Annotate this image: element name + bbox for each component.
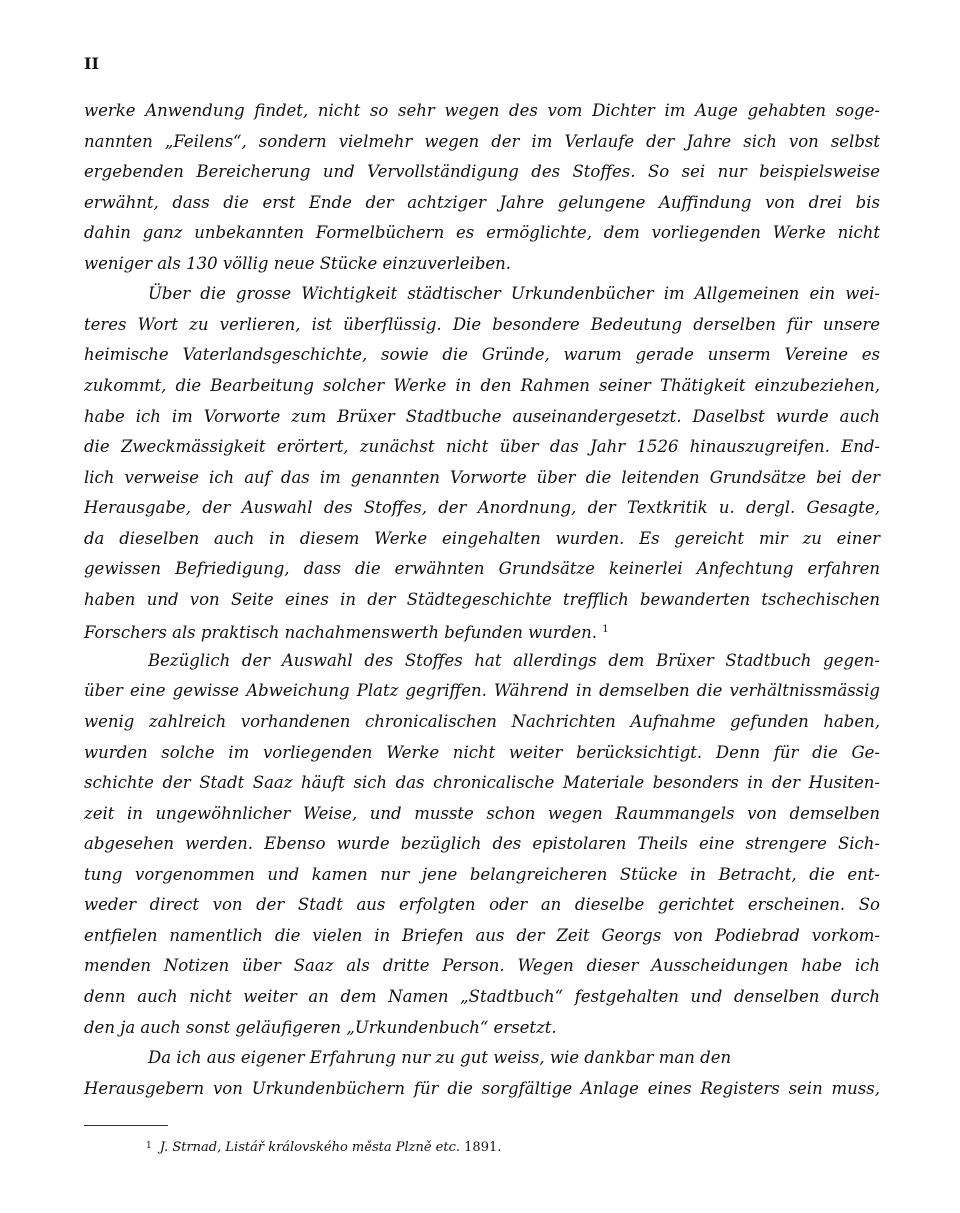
page-number: II bbox=[84, 54, 99, 73]
text-line: nannten „Feilens“, sondern vielmehr wegen der im Verlaufe der Jahre sich von selbst bbox=[84, 131, 880, 151]
text-line: menden Notizen über Saaz als dritte Person. Wegen dieser Ausscheidungen habe ich bbox=[84, 956, 880, 976]
text-line: die Zweckmässigkeit erörtert, zunächst nicht über das Jahr 1526 hinauszugreifen. End- bbox=[84, 437, 880, 457]
text-line: haben und von Seite eines in der Städtegeschichte trefflich bewanderten tschechischen bbox=[84, 589, 880, 609]
text-line: da dieselben auch in diesem Werke eingehalten wurden. Es gereicht mir zu einer bbox=[84, 528, 880, 548]
text-line: entfielen namentlich die vielen in Briefen aus der Zeit Georgs von Podiebrad vorkom- bbox=[84, 925, 880, 945]
text-line: Da ich aus eigener Erfahrung nur zu gut weiss, wie dankbar man den bbox=[148, 1048, 732, 1068]
text-line: ergebenden Bereicherung und Vervollständigung des Stoffes. So sei nur beispielsweise bbox=[84, 162, 880, 182]
text-line: Herausgebern von Urkundenbüchern für die sorgfältige Anlage eines Registers sein muss, bbox=[84, 1078, 880, 1098]
text-line: teres Wort zu verlieren, ist überflüssig. Die besondere Bedeutung derselben für unsere bbox=[84, 314, 880, 334]
text-line: gewissen Befriedigung, dass die erwähnten Grundsätze keinerlei Anfechtung erfahren bbox=[84, 559, 880, 579]
text-line: Bezüglich der Auswahl des Stoffes hat allerdings dem Brüxer Stadtbuch gegen- bbox=[148, 650, 880, 670]
text-line: erwähnt, dass die erst Ende der achtziger Jahre gelungene Auffindung von drei bis bbox=[84, 192, 880, 212]
text-line: über eine gewisse Abweichung Platz gegriffen. Während in demselben die verhältnissmässig bbox=[84, 681, 880, 701]
text-line: werke Anwendung findet, nicht so sehr wegen des vom Dichter im Auge gehabten soge- bbox=[84, 101, 880, 120]
text-line: lich verweise ich auf das im genannten Vorworte über die leitenden Grundsätze bei der bbox=[84, 467, 880, 487]
footnote-divider bbox=[84, 1125, 168, 1126]
text-line: denn auch nicht weiter an dem Namen „Stadtbuch“ festgehalten und denselben durch bbox=[84, 986, 880, 1006]
text-line: habe ich im Vorworte zum Brüxer Stadtbuche auseinandergesetzt. Daselbst wurde auch bbox=[84, 406, 880, 426]
footnote-mark: 1 bbox=[146, 1141, 152, 1151]
text-line: dahin ganz unbekannten Formelbüchern es ermöglichte, dem vorliegenden Werke nicht bbox=[84, 223, 880, 243]
text-line: weniger als 130 völlig neue Stücke einzuverleiben. bbox=[84, 253, 512, 273]
text-line: tung vorgenommen und kamen nur jene belangreicheren Stücke in Betracht, die ent- bbox=[84, 864, 880, 884]
footnote bbox=[146, 1140, 501, 1155]
footnote-reference: 1 bbox=[602, 624, 609, 636]
text-line: Forschers als praktisch nachahmenswerth befunden wurden. $^1$ bbox=[84, 623, 609, 643]
footnote-title: Listář královského města Plzně etc. bbox=[225, 1140, 461, 1155]
text-line: zeit in ungewöhnlicher Weise, und musste schon wegen Raummangels von demselben bbox=[84, 803, 880, 823]
text-line: wenig zahlreich vorhandenen chronicalischen Nachrichten Aufnahme gefunden haben, bbox=[84, 712, 880, 731]
text-line: heimische Vaterlandsgeschichte, sowie die Gründe, warum gerade unserm Vereine es bbox=[84, 345, 880, 365]
text-line: zukommt, die Bearbeitung solcher Werke in den Rahmen seiner Thätigkeit einzubeziehen, bbox=[84, 375, 880, 395]
footnote-author: J. Strnad, bbox=[159, 1140, 222, 1155]
text-line: abgesehen werden. Ebenso wurde bezüglich des epistolaren Theils eine strengere Sich- bbox=[84, 834, 880, 854]
footnote-year: 1891. bbox=[464, 1140, 502, 1155]
text-line: weder direct von der Stadt aus erfolgten oder an dieselbe gerichtet erscheinen. So bbox=[84, 895, 880, 915]
text-line: Über die grosse Wichtigkeit städtischer Urkundenbücher im Allgemeinen ein wei- bbox=[148, 284, 880, 304]
text-line: den ja auch sonst geläufigeren „Urkundenbuch“ ersetzt. bbox=[84, 1017, 557, 1037]
text-line: wurden solche im vorliegenden Werke nicht weiter berücksichtigt. Denn für die Ge- bbox=[84, 742, 880, 762]
text-line: Herausgabe, der Auswahl des Stoffes, der Anordnung, der Textkritik u. dergl. Gesagte, bbox=[84, 498, 880, 518]
text-line: schichte der Stadt Saaz häuft sich das chronicalische Materiale besonders in der Husiten- bbox=[84, 773, 880, 793]
